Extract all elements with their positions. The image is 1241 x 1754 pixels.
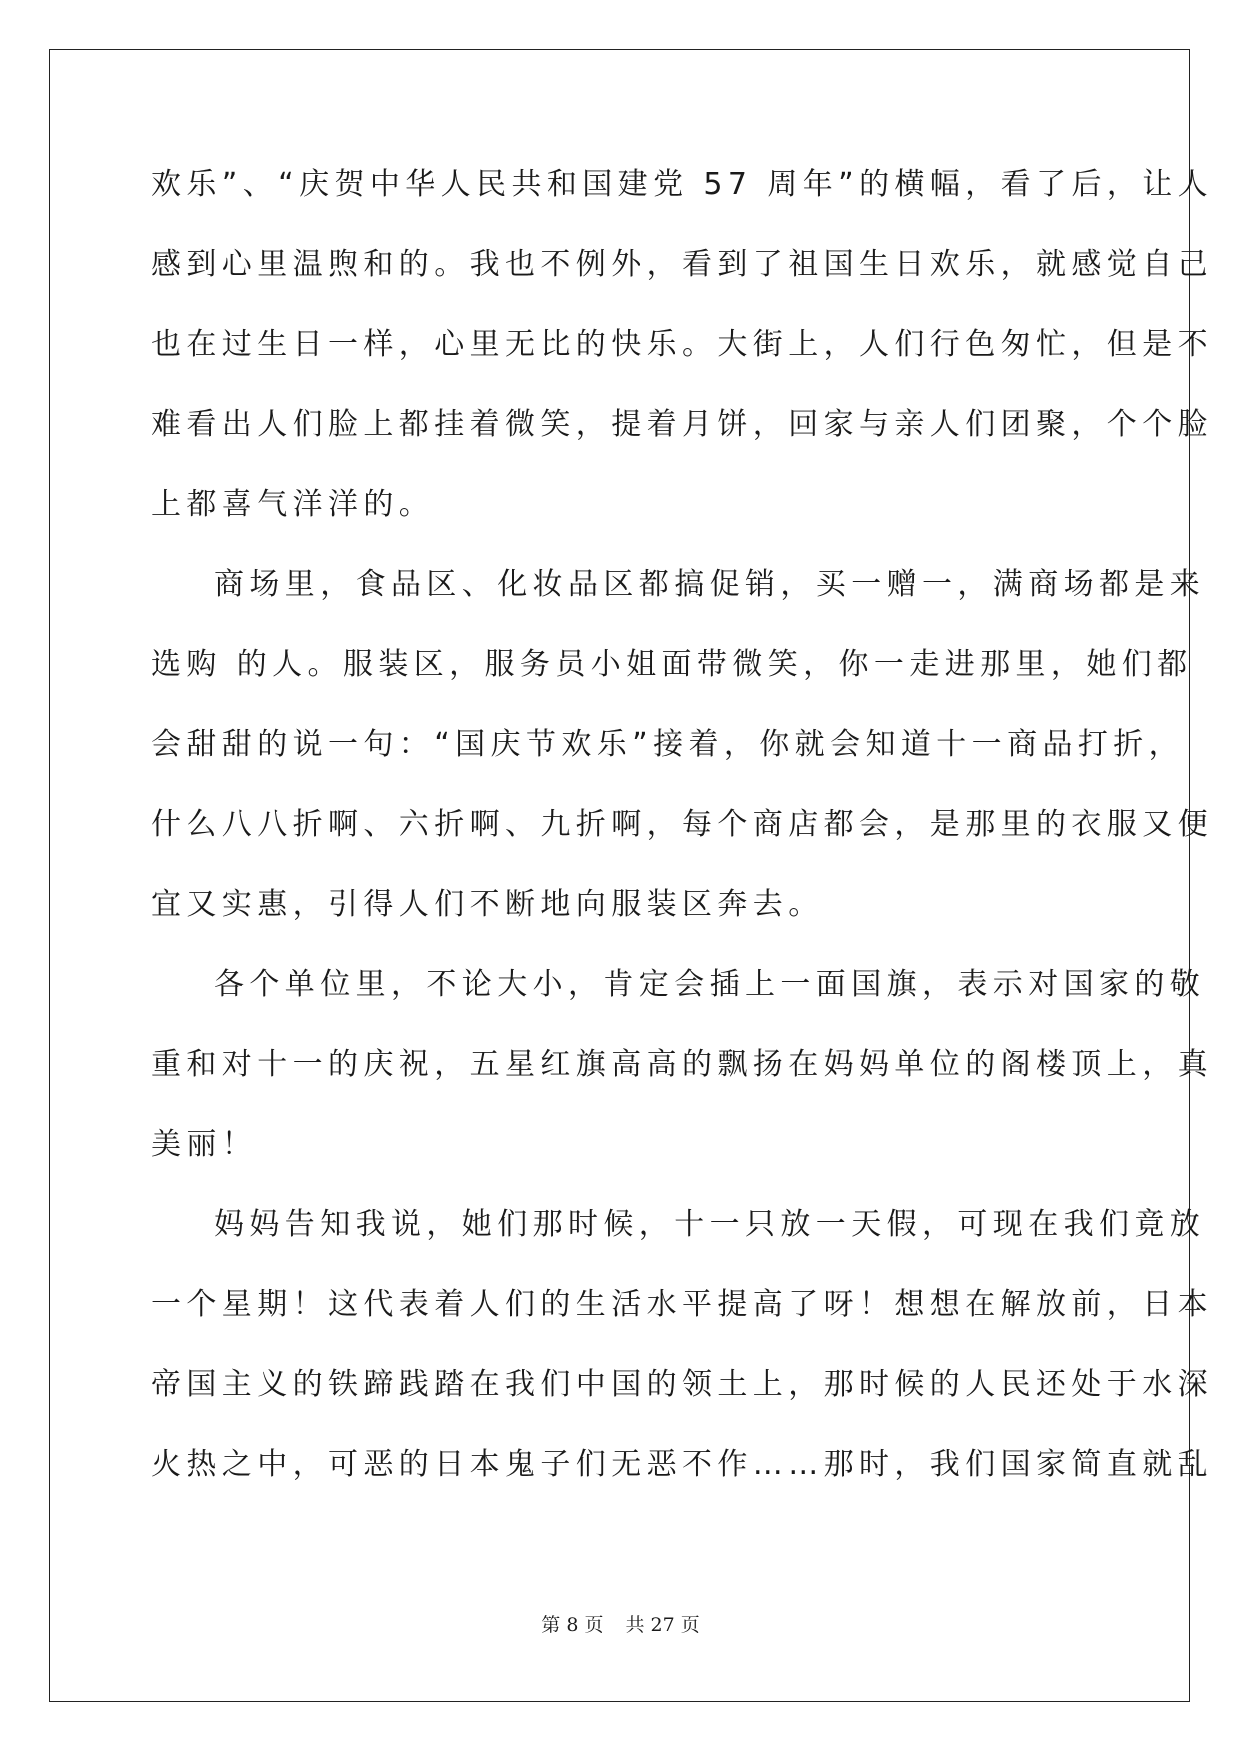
page-footer xyxy=(0,1610,1241,1637)
text-line: 妈妈告知我说，她们那时候，十一只放一天假，可现在我们竟放 xyxy=(214,1207,1206,1242)
text-line: 选购 的人。服装区，服务员小姐面带微笑，你一走进那里，她们都 xyxy=(151,647,1193,682)
text-line: 什么八八折啊、六折啊、九折啊，每个商店都会，是那里的衣服又便 xyxy=(151,807,1213,842)
text-line: 也在过生日一样，心里无比的快乐。大街上，人们行色匆忙，但是不 xyxy=(151,327,1213,362)
text-line: 感到心里温煦和的。我也不例外，看到了祖国生日欢乐，就感觉自己 xyxy=(151,247,1213,282)
text-line: 帝国主义的铁蹄践踏在我们中国的领土上，那时候的人民还处于水深 xyxy=(151,1367,1213,1402)
text-line: 火热之中，可恶的日本鬼子们无恶不作……那时，我们国家简直就乱 xyxy=(151,1447,1213,1482)
text-line: 会甜甜的说一句：“国庆节欢乐”接着，你就会知道十一商品打折， xyxy=(151,727,1185,762)
text-line: 欢乐”、“庆贺中华人民共和国建党 57 周年”的横幅，看了后，让人 xyxy=(151,167,1214,202)
text-line: 上都喜气洋洋的。 xyxy=(151,487,435,522)
text-line: 难看出人们脸上都挂着微笑，提着月饼，回家与亲人们团聚，个个脸 xyxy=(151,407,1213,442)
text-line: 一个星期！这代表着人们的生活水平提高了呀！想想在解放前，日本 xyxy=(151,1287,1213,1322)
text-line: 宜又实惠，引得人们不断地向服装区奔去。 xyxy=(151,887,824,922)
page-total: 共 27 页 xyxy=(625,1614,700,1636)
text-line: 美丽！ xyxy=(151,1127,258,1162)
page-number: 第 8 页 xyxy=(541,1614,604,1636)
text-line: 商场里，食品区、化妆品区都搞促销，买一赠一，满商场都是来 xyxy=(214,567,1206,602)
text-line: 各个单位里，不论大小，肯定会插上一面国旗，表示对国家的敬 xyxy=(214,967,1206,1002)
text-line: 重和对十一的庆祝，五星红旗高高的飘扬在妈妈单位的阁楼顶上，真 xyxy=(151,1047,1213,1082)
